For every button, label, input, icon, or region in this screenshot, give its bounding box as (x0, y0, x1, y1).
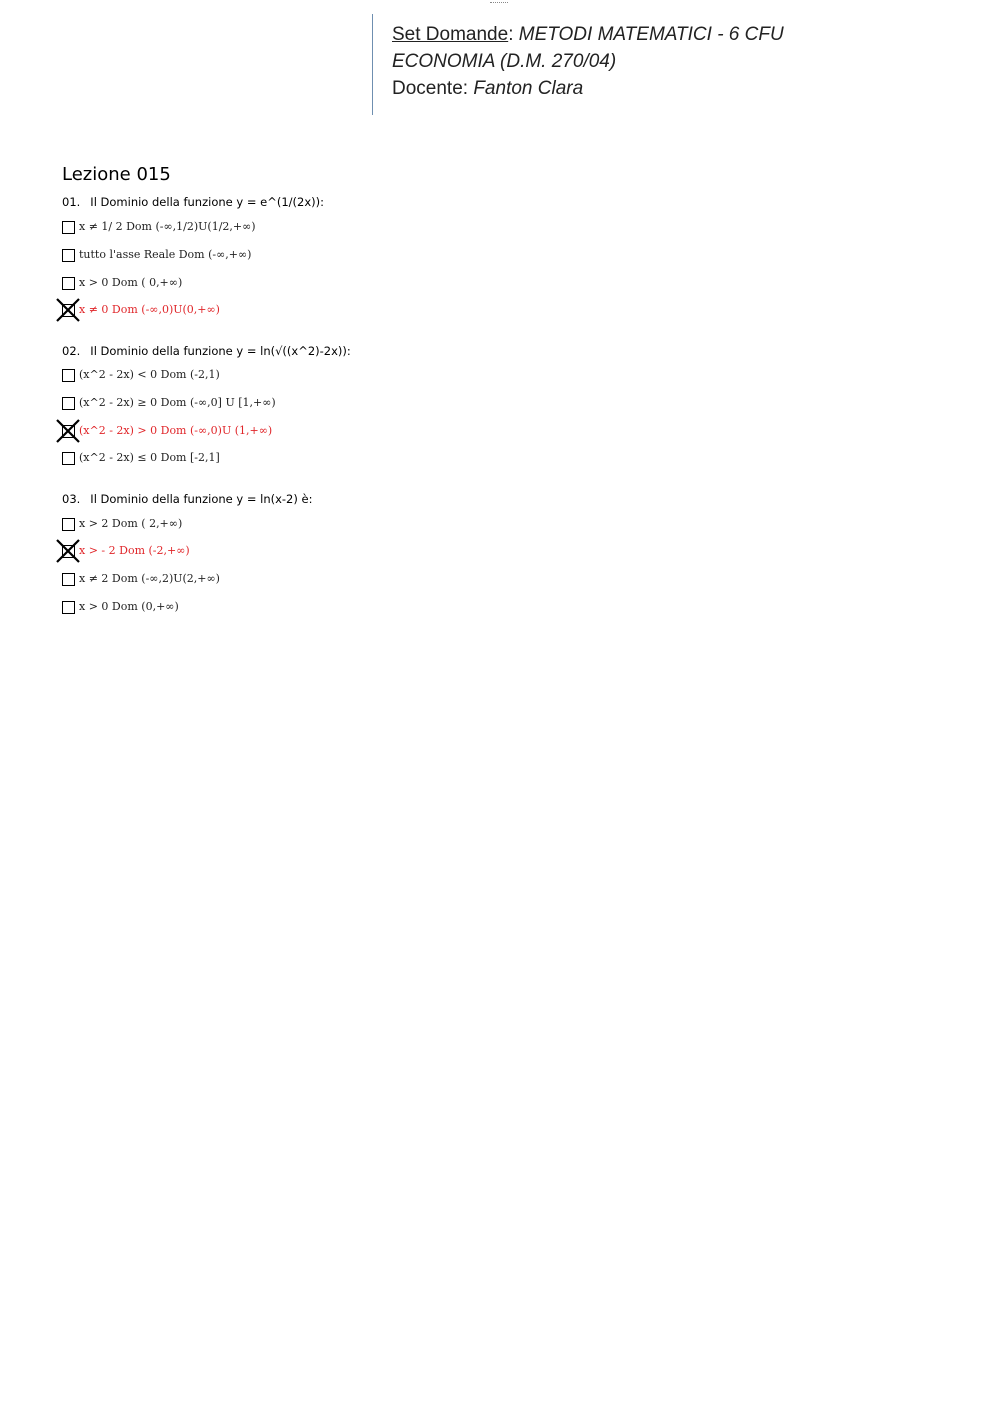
answer-option[interactable] (62, 395, 276, 411)
set-separator: : (508, 24, 514, 45)
answer-option-selected[interactable] (62, 423, 272, 439)
question-3 (62, 491, 312, 507)
checkbox-icon[interactable] (62, 221, 75, 234)
x-mark-icon (54, 417, 82, 445)
answer-text: (x^2 - 2x) < 0 Dom (-2,1) (79, 368, 220, 381)
answer-option[interactable] (62, 247, 251, 263)
header-divider (372, 14, 373, 115)
answer-option[interactable] (62, 516, 182, 532)
answer-text-correct: (x^2 - 2x) > 0 Dom (-∞,0)U (1,+∞) (79, 424, 273, 437)
answer-option[interactable] (62, 219, 256, 235)
question-1 (62, 194, 324, 210)
answer-text-correct: x > - 2 Dom (-2,+∞) (79, 544, 190, 557)
answer-text: x > 0 Dom (0,+∞) (79, 600, 179, 613)
answer-text: x > 2 Dom ( 2,+∞) (79, 517, 183, 530)
course-subtitle: ECONOMIA (D.M. 270/04) (392, 51, 617, 72)
answer-option-selected[interactable] (62, 302, 220, 318)
answer-text: (x^2 - 2x) ≤ 0 Dom [-2,1] (79, 451, 220, 464)
x-mark-icon (54, 296, 82, 324)
checkbox-icon[interactable] (62, 249, 75, 262)
checkbox-icon[interactable] (62, 573, 75, 586)
checkbox-icon[interactable] (62, 304, 75, 317)
question-text: Il Dominio della funzione y = ln(x-2) è: (90, 492, 313, 506)
question-text: Il Dominio della funzione y = e^(1/(2x)): (90, 195, 324, 209)
question-number: 03. (62, 492, 81, 506)
lesson-title: Lezione 015 (62, 164, 171, 185)
document-header (392, 21, 784, 102)
checkbox-icon[interactable] (62, 369, 75, 382)
question-text: Il Dominio della funzione y = ln(√((x^2)-2x)): (90, 344, 351, 358)
set-label: Set Domande (392, 24, 509, 45)
answer-text: tutto l'asse Reale Dom (-∞,+∞) (79, 248, 252, 261)
question-number: 01. (62, 195, 81, 209)
page-top-mark (490, 0, 508, 3)
answer-text: x ≠ 1/ 2 Dom (-∞,1/2)U(1/2,+∞) (79, 220, 256, 233)
checkbox-icon[interactable] (62, 518, 75, 531)
teacher-label: Docente: (392, 78, 469, 99)
answer-option[interactable] (62, 571, 220, 587)
answer-text-correct: x ≠ 0 Dom (-∞,0)U(0,+∞) (79, 303, 220, 316)
answer-option[interactable] (62, 275, 182, 291)
header-teacher-line (392, 75, 784, 102)
answer-text: x ≠ 2 Dom (-∞,2)U(2,+∞) (79, 572, 220, 585)
answer-text: (x^2 - 2x) ≥ 0 Dom (-∞,0] U [1,+∞) (79, 396, 276, 409)
answer-text: x > 0 Dom ( 0,+∞) (79, 276, 183, 289)
question-number: 02. (62, 344, 81, 358)
x-mark-icon (54, 537, 82, 565)
answer-option[interactable] (62, 450, 220, 466)
answer-option[interactable] (62, 367, 220, 383)
checkbox-icon[interactable] (62, 397, 75, 410)
question-2 (62, 343, 351, 359)
checkbox-icon[interactable] (62, 545, 75, 558)
course-title: METODI MATEMATICI - 6 CFU (518, 24, 784, 45)
header-set-line (392, 21, 784, 48)
checkbox-icon[interactable] (62, 425, 75, 438)
checkbox-icon[interactable] (62, 452, 75, 465)
answer-option-selected[interactable] (62, 543, 190, 559)
teacher-name: Fanton Clara (473, 78, 584, 99)
checkbox-icon[interactable] (62, 601, 75, 614)
checkbox-icon[interactable] (62, 277, 75, 290)
answer-option[interactable] (62, 599, 179, 615)
